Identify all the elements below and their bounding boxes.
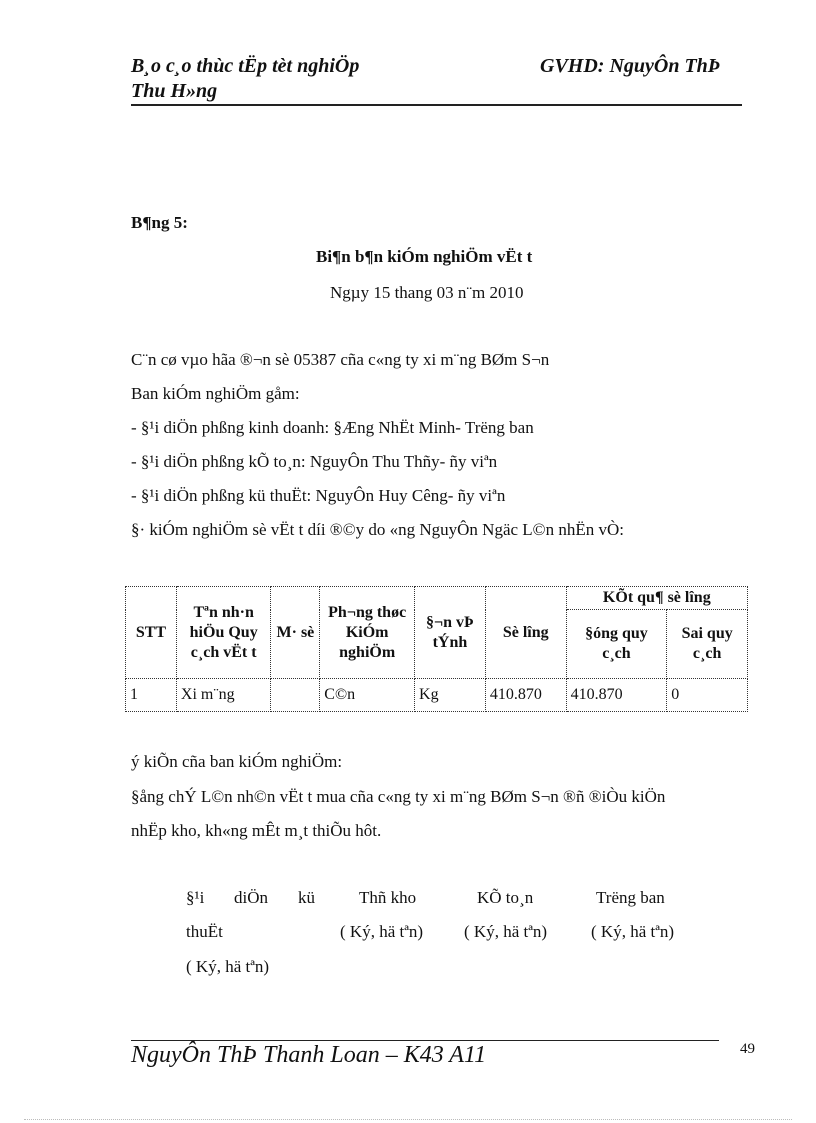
sig-thukho: Thñ kho <box>359 888 417 907</box>
body-line: §· kiÓm nghiÖm sè vËt t díi ®©y do «ng NguyÔn Ngäc L©n nhËn vÒ: <box>131 520 624 539</box>
sig-note-kythuat: ( Ký, hä tªn) <box>186 957 270 976</box>
cell-sai: 0 <box>667 679 748 712</box>
sig-kythuat-4: thuËt <box>186 922 223 941</box>
page-edge <box>24 1119 792 1120</box>
col-dung: §óng quy c¸ch <box>566 610 667 679</box>
sig-ketoan: KÕ to¸n <box>477 888 534 907</box>
body-line: - §¹i diÖn phßng kinh doanh: §Æng NhËt Minh- Trëng ban <box>131 418 534 437</box>
cell-dung: 410.870 <box>566 679 667 712</box>
cell-stt: 1 <box>126 679 177 712</box>
col-donvi: §¬n vÞ tÝnh <box>415 587 486 679</box>
sig-kythuat-2: diÖn <box>234 888 268 907</box>
header-supervisor: GVHD: NguyÔn ThÞ <box>540 55 721 77</box>
col-ketqua: KÕt qu¶ sè lîng <box>566 587 747 610</box>
cell-phuongthuc: C©n <box>320 679 415 712</box>
doc-title: Bi¶n b¶n kiÓm nghiÖm vËt t <box>316 247 533 266</box>
sig-kythuat-1: §¹i <box>186 888 205 907</box>
body-line: - §¹i diÖn phßng kÕ to¸n: NguyÔn Thu Thñy- ñy viªn <box>131 452 498 471</box>
col-soluong: Sè lîng <box>485 587 566 679</box>
body-line: C¨n cø vµo hãa ®¬n sè 05387 cña c«ng ty xi m¨ng BØm S¬n <box>131 350 550 369</box>
header-supervisor-cont: Thu H»ng <box>131 80 218 102</box>
cell-soluong: 410.870 <box>485 679 566 712</box>
body-line: - §¹i diÖn phßng kü thuËt: NguyÔn Huy Cêng- ñy viªn <box>131 486 506 505</box>
inspection-table <box>125 586 748 712</box>
sig-note-ketoan: ( Ký, hä tªn) <box>464 922 548 941</box>
sig-note-thukho: ( Ký, hä tªn) <box>340 922 424 941</box>
page-number: 49 <box>740 1041 755 1057</box>
footer-divider <box>131 1040 719 1041</box>
cell-maso <box>271 679 320 712</box>
col-stt: STT <box>126 587 177 679</box>
opinion-label: ý kiÕn cña ban kiÓm nghiÖm: <box>131 752 343 771</box>
header-title: B¸o c¸o thùc tËp tèt nghiÖp <box>131 55 360 77</box>
sig-kythuat-3: kü <box>298 888 315 907</box>
opinion-line: §ång chÝ L©n nh©n vËt t mua cña c«ng ty xi m¨ng BØm S¬n ®ñ ®iÒu kiÖn <box>131 787 666 806</box>
col-ten: Tªn nh·n hiÖu Quy c¸ch vËt t <box>176 587 271 679</box>
header-divider <box>131 104 742 106</box>
sig-note-truongban: ( Ký, hä tªn) <box>591 922 675 941</box>
cell-ten: Xi m¨ng <box>176 679 271 712</box>
sig-truongban: Trëng ban <box>596 888 665 907</box>
opinion-line: nhËp kho, kh«ng mÊt m¸t thiÕu hôt. <box>131 821 382 840</box>
body-line: Ban kiÓm nghiÖm gåm: <box>131 384 300 403</box>
doc-date: Ngµy 15 thang 03 n¨m 2010 <box>330 283 524 302</box>
col-phuongthuc: Ph¬ng thøc KiÓm nghiÖm <box>320 587 415 679</box>
table-label: B¶ng 5: <box>131 213 188 232</box>
cell-donvi: Kg <box>415 679 486 712</box>
col-maso: M· sè <box>271 587 320 679</box>
col-sai: Sai quy c¸ch <box>667 610 748 679</box>
footer-author: NguyÔn ThÞ Thanh Loan – K43 A11 <box>131 1042 487 1068</box>
table-row <box>126 679 748 712</box>
